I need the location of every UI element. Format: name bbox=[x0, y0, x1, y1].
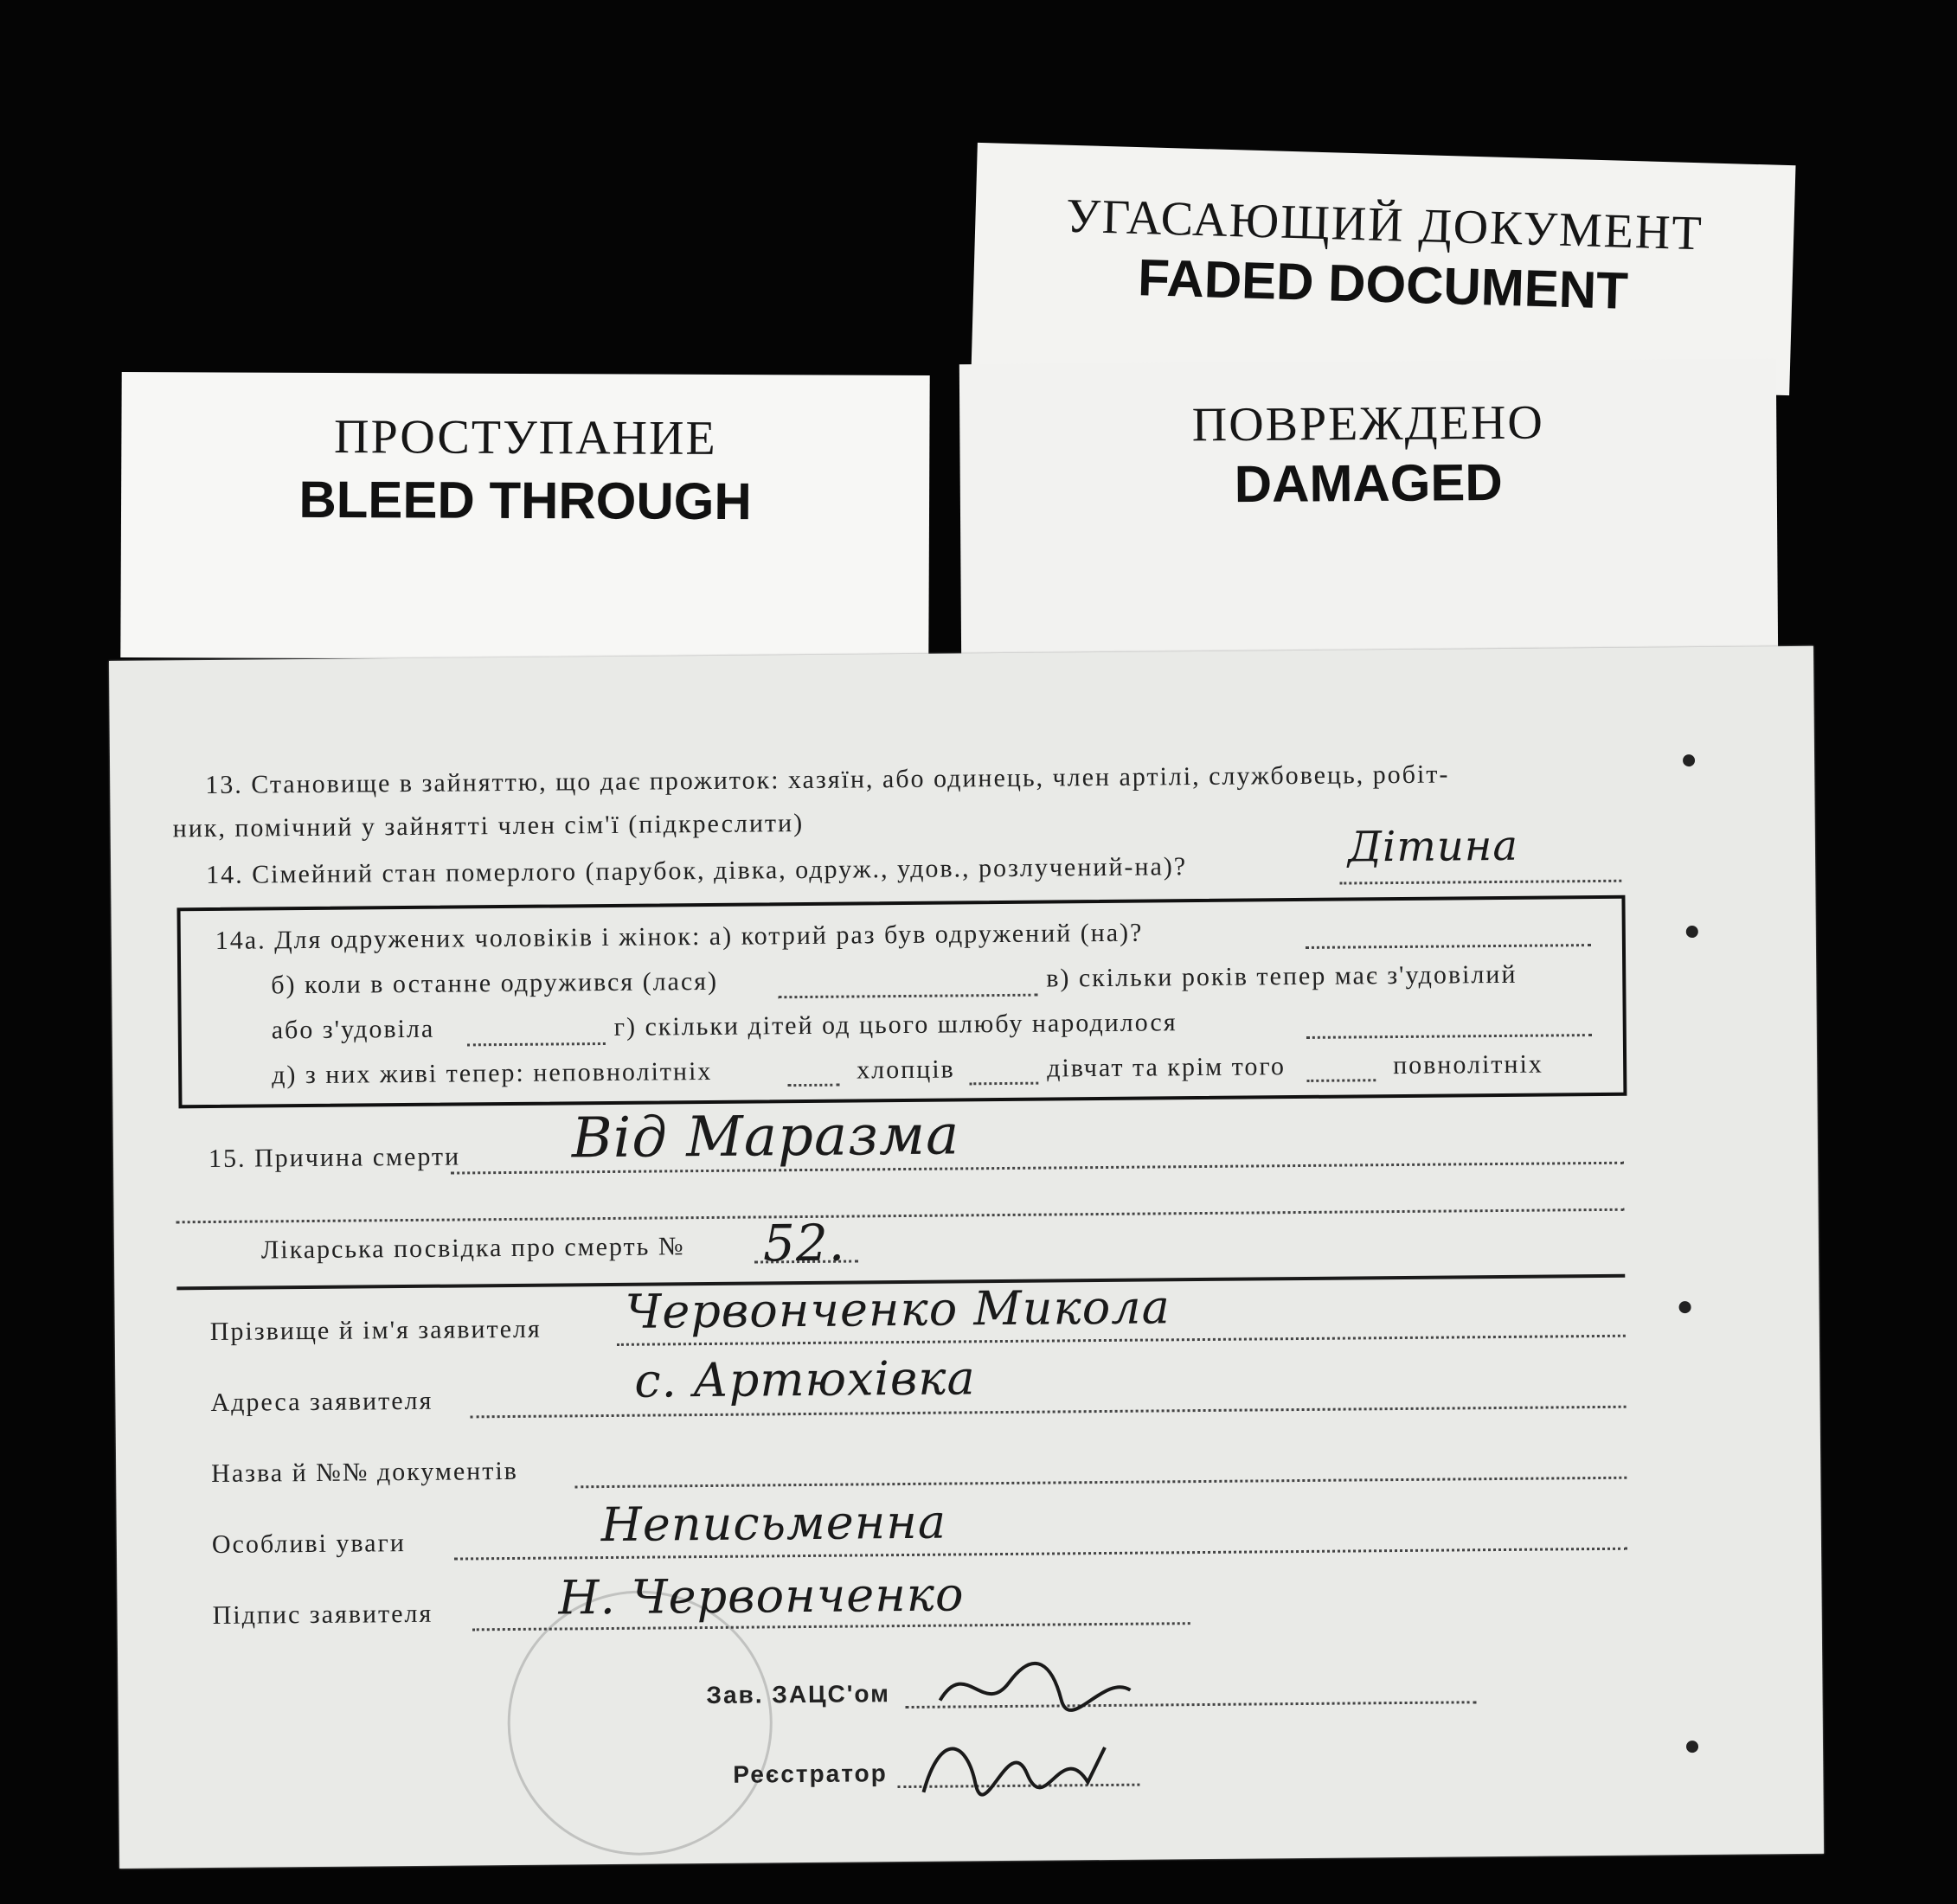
q15-answer: Від Маразма bbox=[571, 1103, 960, 1171]
registrar-label: Реєстратор bbox=[733, 1760, 888, 1788]
documents-field bbox=[574, 1477, 1627, 1489]
q14a-line3b: г) скільки дітей од цього шлюбу народилося bbox=[613, 1008, 1177, 1042]
documents-label: Назва й №№ документів bbox=[211, 1456, 519, 1489]
q14-field bbox=[1339, 880, 1621, 885]
damage-mark bbox=[1679, 1301, 1691, 1313]
q14a-field-d2 bbox=[969, 1082, 1038, 1086]
q15-field-2 bbox=[176, 1208, 1625, 1224]
punch-hole bbox=[1683, 754, 1695, 766]
registrar-signature bbox=[914, 1713, 1123, 1818]
notes-label: Особливі уваги bbox=[211, 1529, 407, 1560]
q14a-field-g bbox=[1306, 1034, 1592, 1039]
applicant-address-label: Адреса заявителя bbox=[210, 1386, 433, 1418]
q14a-line2a: б) коли в останне одружився (лася) bbox=[271, 966, 719, 1000]
applicant-name-label: Прізвище й ім'я заявителя bbox=[209, 1314, 542, 1347]
faded-document-ru: УГАСАЮЩИЙ ДОКУМЕНТ bbox=[1065, 189, 1704, 261]
q14-answer: Дітина bbox=[1347, 821, 1519, 872]
q14a-line4b: хлопців bbox=[857, 1055, 955, 1085]
q13-line1: 13. Становище в зайняттю, що дає прожиток: хазяїн, або одинець, член артілі, службовець, робіт- bbox=[205, 760, 1450, 800]
damage-mark bbox=[1686, 1741, 1698, 1753]
cert-label: Лікарська посвідка про смерть № bbox=[260, 1232, 685, 1265]
q14-label: 14. Сімейний стан померлого (парубок, дівка, одруж., удов., розлучений-на)? bbox=[206, 852, 1188, 890]
q14a-field-b bbox=[778, 994, 1037, 999]
q14a-box bbox=[176, 895, 1627, 1109]
cert-answer: 52. bbox=[762, 1213, 846, 1273]
bleed-through-en: BLEED THROUGH bbox=[298, 470, 752, 531]
applicant-address-answer: с. Артюхівка bbox=[634, 1350, 976, 1408]
notes-answer: Неписьменна bbox=[600, 1494, 947, 1553]
q14a-line4c: дівчат та крім того bbox=[1047, 1052, 1286, 1083]
q14a-line1: 14а. Для одружених чоловіків і жінок: а) котрий раз був одружений (на)? bbox=[215, 918, 1144, 955]
q14a-field-d3 bbox=[1306, 1079, 1376, 1082]
q13-line2: ник, помічний у зайнятті член сім'ї (підкреслити) bbox=[172, 808, 805, 843]
q15-label: 15. Причина смерти bbox=[208, 1142, 461, 1174]
faded-document-en: FADED DOCUMENT bbox=[1137, 248, 1629, 320]
bleed-through-label-card bbox=[120, 372, 929, 661]
signature-answer: Н. Червонченко bbox=[558, 1567, 965, 1625]
q14a-field-a bbox=[1306, 944, 1591, 949]
bleed-through-ru: ПРОСТУПАНИЕ bbox=[333, 410, 717, 465]
faded-document-label-card bbox=[971, 143, 1795, 395]
q14a-line2b: в) скільки років тепер має з'удовілий bbox=[1046, 959, 1517, 993]
q14a-line3a: або з'удовіла bbox=[271, 1014, 435, 1045]
q14a-field-d1 bbox=[787, 1084, 839, 1087]
damaged-ru: ПОВРЕЖДЕНО bbox=[1191, 395, 1545, 452]
damage-mark bbox=[1686, 926, 1698, 938]
applicant-name-answer: Червонченко Микола bbox=[625, 1279, 1171, 1339]
death-record-form bbox=[109, 646, 1824, 1869]
damaged-label-card bbox=[959, 359, 1778, 668]
signature-label: Підпис заявителя bbox=[212, 1599, 433, 1630]
head-label: Зав. ЗАЦС'ом bbox=[706, 1680, 891, 1709]
q14a-line4a: д) з них живі тепер: неповнолітніх bbox=[272, 1056, 713, 1090]
q14a-field-v bbox=[467, 1042, 606, 1046]
q14a-line4d: повнолітніх bbox=[1392, 1049, 1543, 1080]
damaged-en: DAMAGED bbox=[1234, 452, 1503, 514]
